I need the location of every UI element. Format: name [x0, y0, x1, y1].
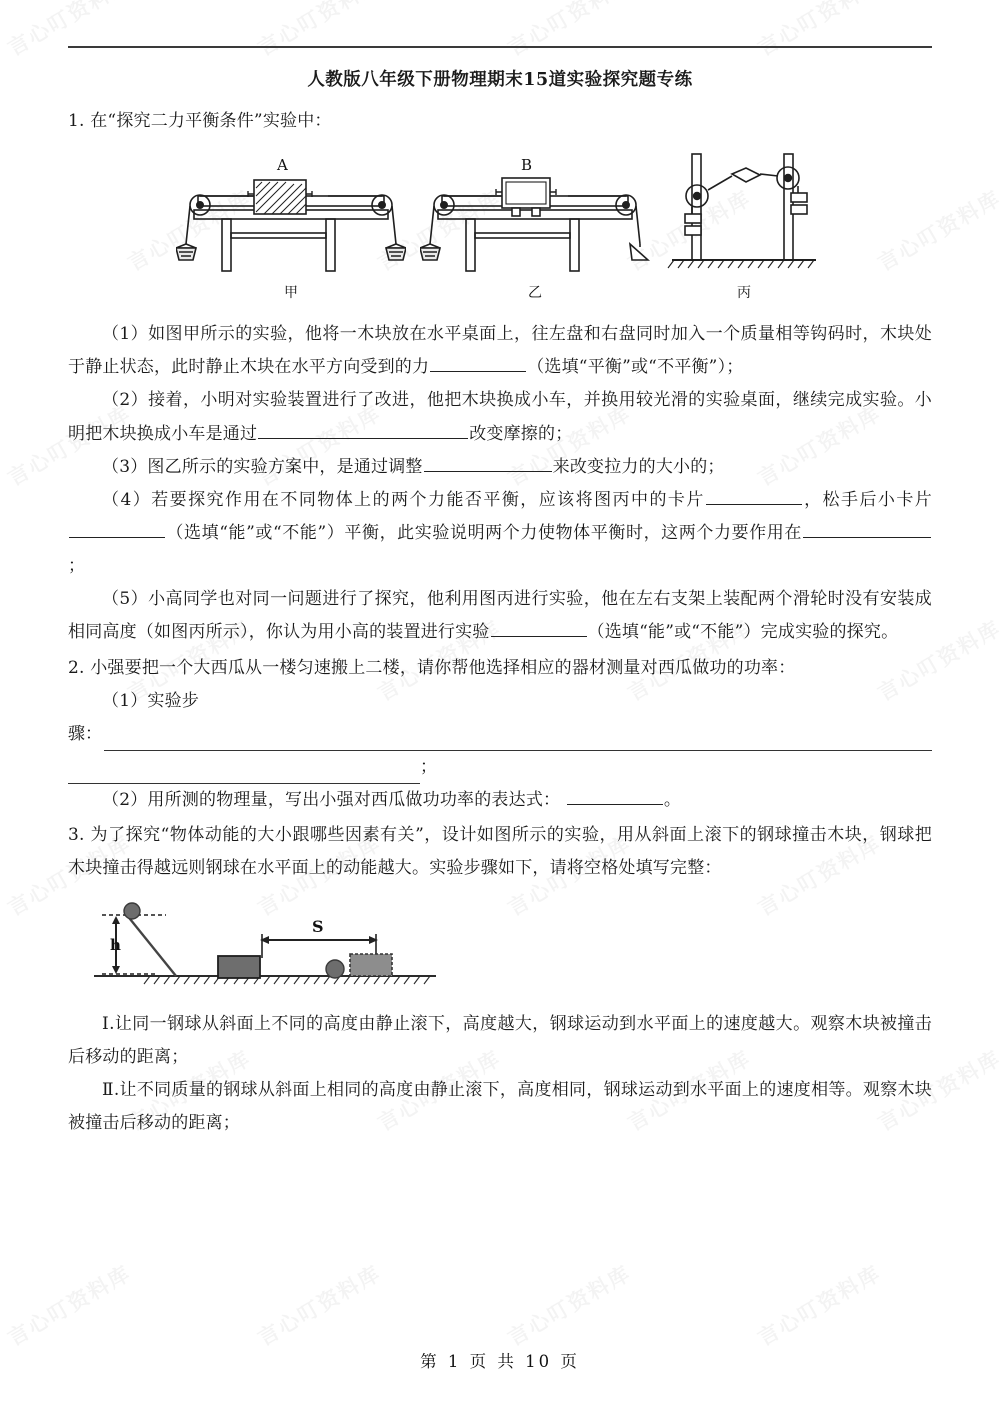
answer-blank-2-2[interactable]: [68, 766, 420, 784]
figure-yi-svg: [420, 148, 650, 280]
q2-part-1-text: 实验步: [147, 690, 200, 711]
figure-bing-card-pulleys: [664, 148, 824, 302]
q2-rule-suffix: ；: [420, 756, 437, 777]
question-1-figure-row: [68, 148, 932, 302]
figure-yi-caption: 乙: [528, 285, 542, 302]
q2-part-2-text-b: 。: [663, 790, 682, 811]
q2-step-label: 骤：: [68, 723, 102, 744]
part-4-text-b: ，松手后小卡片: [802, 489, 933, 510]
answer-blank-1-3[interactable]: [424, 454, 552, 472]
figure-bing-svg: [664, 148, 824, 280]
question-1-part-5: [68, 583, 932, 649]
question-2-number: 2.: [68, 657, 85, 678]
q2-part-2-label: （2）: [102, 790, 148, 811]
question-2-stem-text: 小强要把一个大西瓜从一楼匀速搬上二楼，请你帮他选择相应的器材测量对西瓜做功的功率：: [90, 657, 796, 678]
figure-jia-caption: 甲: [284, 285, 298, 302]
figure-jia-svg: [176, 148, 406, 280]
question-3-stem-text: 为了探究“物体动能的大小跟哪些因素有关”，设计如图所示的实验，用从斜面上滚下的钢球撞击木块，钢球把木块撞击得越远则钢球在水平面上的动能越大。实验步骤如下，请将空格处填写完整：: [68, 825, 932, 879]
figure-ramp-distance-label: S: [312, 916, 324, 936]
answer-blank-1-4a[interactable]: [706, 487, 802, 505]
answer-blank-1-4c[interactable]: [803, 520, 931, 538]
part-1-text-a: 如图甲所示的实验，他将一木块放在水平桌面上，往左盘和右盘同时加入一个质量相等钩码时，木块处于静止状态，此时静止木块在水平方向受到的力: [68, 324, 932, 378]
part-5-text-b: （选填“能”或“不能”）完成实验的探究。: [587, 622, 899, 643]
q3-step-2-text: 让不同质量的钢球从斜面上相同的高度由静止滚下，高度相同，钢球运动到水平面上的速度相等。观察木块被撞击后移动的距离；: [68, 1079, 932, 1133]
answer-blank-1-2[interactable]: [258, 421, 468, 439]
q3-step-1-label: Ⅰ.: [102, 1013, 115, 1034]
question-3-figure-wrap: [68, 898, 932, 994]
answer-blank-2-3[interactable]: [567, 787, 663, 805]
part-5-label: （5）: [102, 589, 149, 610]
header-rule: [68, 46, 932, 48]
question-1-stem: [68, 105, 932, 138]
question-2-part-1: [68, 685, 932, 718]
figure-ramp-height-label: h: [110, 935, 121, 954]
q3-step-2-label: Ⅱ.: [102, 1079, 120, 1100]
q2-part-2-text-a: 用所测的物理量，写出小强对西瓜做功功率的表达式：: [147, 790, 561, 811]
figure-yi-cart-on-table: [420, 148, 650, 302]
question-1-stem-text: 在“探究二力平衡条件”实验中：: [90, 111, 332, 131]
answer-blank-1-1[interactable]: [430, 354, 526, 372]
part-4-text-a: 若要探究作用在不同物体上的两个力能否平衡，应该将图丙中的卡片: [151, 489, 705, 510]
question-1-part-3: [68, 451, 932, 484]
block-label-a: A: [277, 156, 288, 175]
question-2-answer-line-1: [68, 718, 932, 751]
question-1-part-4: [68, 484, 932, 583]
part-2-label: （2）: [102, 390, 149, 411]
question-3-step-1: [68, 1008, 932, 1074]
figure-ramp-ball-block: [88, 898, 443, 990]
question-2-answer-line-2: [68, 751, 932, 784]
question-2-stem: [68, 652, 932, 685]
part-3-text-a: 图乙所示的实验方案中，是通过调整: [147, 456, 423, 477]
part-5-text-a: 小高同学也对同一问题进行了探究，他利用图丙进行实验，他在左右支架上装配两个滑轮时没有安装成相同高度（如图丙所示），你认为用小高的装置进行实验: [68, 589, 932, 643]
part-1-label: （1）: [102, 324, 149, 345]
document-content: [68, 58, 932, 1140]
part-2-text-a: 接着，小明对实验装置进行了改进，他把木块换成小车，并换用较光滑的实验桌面，继续完成实验。小明把木块换成小车是通过: [68, 390, 932, 444]
part-1-text-b: （选填“平衡”或“不平衡”）；: [527, 357, 744, 378]
answer-blank-1-5[interactable]: [491, 620, 587, 638]
question-3-step-2: [68, 1074, 932, 1140]
part-3-text-b: 来改变拉力的大小的；: [552, 456, 725, 477]
part-2-text-b: 改变摩擦的；: [469, 423, 573, 444]
block-label-b: B: [521, 156, 533, 175]
answer-blank-1-4b[interactable]: [69, 520, 165, 538]
part-3-label: （3）: [102, 456, 148, 477]
question-2-part-2: [68, 784, 932, 817]
answer-blank-2-1[interactable]: [104, 733, 932, 751]
question-3-stem: [68, 819, 932, 885]
part-4-label: （4）: [102, 489, 152, 510]
question-3-number: 3.: [68, 825, 85, 846]
figure-bing-caption: 丙: [737, 285, 751, 302]
page-title: 人教版八年级下册物理期末15道实验探究题专练: [307, 70, 693, 90]
question-1-part-2: [68, 384, 932, 450]
part-4-text-d: ；: [68, 556, 86, 577]
q3-step-1-text: 让同一钢球从斜面上不同的高度由静止滚下，高度越大，钢球运动到水平面上的速度越大。观察木块被撞击后移动的距离；: [68, 1013, 932, 1067]
question-1-part-1: [68, 318, 932, 384]
page-footer: 第 1 页 共 10 页: [420, 1352, 580, 1371]
question-1-number: 1.: [68, 111, 85, 131]
q2-part-1-label: （1）: [102, 690, 148, 711]
figure-jia-block-on-table: [176, 148, 406, 302]
part-4-text-c: （选填“能”或“不能”）平衡，此实验说明两个力使物体平衡时，这两个力要作用在: [166, 522, 802, 543]
